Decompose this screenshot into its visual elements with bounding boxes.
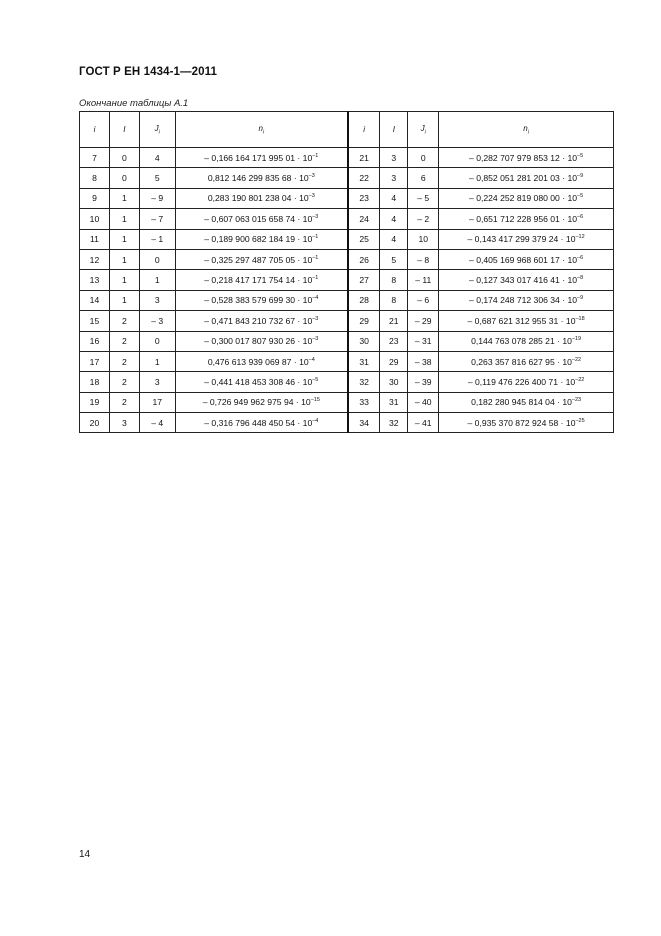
coefficient-exponent: –4 [308,356,315,363]
cell-j: – 3 [139,311,175,331]
cell-n-right [439,372,614,392]
cell-n-right [439,148,614,168]
cell-j-right: – 40 [408,392,439,412]
cell-i-right: 32 [348,372,380,392]
cell-n-right [439,413,614,433]
cell-big-i-right: 4 [380,209,408,229]
cell-i: 17 [80,351,110,371]
coefficient-exponent: –15 [310,397,320,404]
cell-i-right: 26 [348,249,380,269]
cell-big-i: 2 [109,351,139,371]
cell-j-right: – 38 [408,351,439,371]
cell-n-right [439,311,614,331]
cell-i-right: 23 [348,188,380,208]
coefficient-mantissa: – 0,316 796 448 450 54 · 10 [204,417,313,428]
coefficient-exponent: –1 [312,152,319,159]
coefficient-mantissa: 0,182 280 945 814 04 · 10 [471,397,572,408]
cell-i-right: 27 [348,270,380,290]
table-row [80,372,614,392]
coefficient-mantissa: – 0,405 169 968 601 17 · 10 [469,254,578,265]
cell-n-right [439,168,614,188]
coefficient-mantissa: – 0,726 949 962 975 94 · 10 [202,397,311,408]
cell-big-i-right: 31 [380,392,408,412]
cell-big-i: 1 [109,188,139,208]
coefficients-table [79,111,614,433]
table-row [80,331,614,351]
header-i-right: i [348,112,380,148]
table-row [80,168,614,188]
cell-j: 5 [139,168,175,188]
coefficient-exponent: –3 [308,193,315,200]
cell-n-right [439,229,614,249]
cell-j: 17 [139,392,175,412]
cell-j-right: – 39 [408,372,439,392]
coefficient-mantissa: – 0,441 418 453 308 46 · 10 [204,376,313,387]
cell-n [175,311,348,331]
coefficient-exponent: –18 [575,315,585,322]
header-big-i-right: I [380,112,408,148]
coefficient-exponent: –12 [575,234,585,241]
coefficient-exponent: –5 [577,193,584,200]
cell-i: 13 [80,270,110,290]
coefficient-mantissa: 0,263 357 816 627 95 · 10 [471,356,572,367]
cell-j: 3 [139,290,175,310]
cell-j: 0 [139,249,175,269]
coefficient-exponent: –22 [575,376,585,383]
header-i: i [80,112,110,148]
coefficient-exponent: –8 [577,275,584,282]
cell-i-right: 22 [348,168,380,188]
coefficient-mantissa: – 0,300 017 807 930 26 · 10 [204,336,313,347]
table-row [80,351,614,371]
coefficient-exponent: –22 [571,356,582,363]
table-row [80,148,614,168]
cell-i-right: 21 [348,148,380,168]
cell-i: 16 [80,331,110,351]
coefficient-exponent: –6 [577,254,584,261]
coefficient-mantissa: 0,812 146 299 835 68 · 10 [207,173,309,184]
coefficient-mantissa: – 0,224 252 819 080 00 · 10 [469,193,578,204]
cell-big-i-right: 23 [380,331,408,351]
cell-j: – 4 [139,413,175,433]
coefficient-exponent: –1 [312,234,319,241]
cell-n [175,209,348,229]
cell-j-right: – 11 [408,270,439,290]
cell-n [175,351,348,371]
coefficient-mantissa: – 0,471 843 210 732 67 · 10 [204,315,313,326]
cell-n [175,249,348,269]
cell-i: 10 [80,209,110,229]
table-row [80,229,614,249]
cell-big-i-right: 3 [380,148,408,168]
cell-j-right: 0 [408,148,439,168]
table-caption: Окончание таблицы А.1 [79,98,189,109]
table-row [80,290,614,310]
table-header-row [80,112,614,148]
cell-j-right: – 41 [408,413,439,433]
coefficient-exponent: –5 [577,152,584,159]
coefficient-mantissa: – 0,852 051 281 201 03 · 10 [469,173,578,184]
cell-j: – 7 [139,209,175,229]
cell-big-i-right: 4 [380,188,408,208]
cell-j: – 9 [139,188,175,208]
coefficient-exponent: –1 [312,254,319,261]
cell-i: 14 [80,290,110,310]
cell-big-i: 2 [109,311,139,331]
cell-j-right: 10 [408,229,439,249]
cell-j-right: – 5 [408,188,439,208]
cell-n-right [439,331,614,351]
cell-big-i: 3 [109,413,139,433]
cell-i-right: 33 [348,392,380,412]
header-j: $J_i$ [139,112,175,148]
cell-j-right: – 8 [408,249,439,269]
cell-big-i-right: 8 [380,290,408,310]
coefficient-mantissa: 0,144 763 078 285 21 · 10 [471,336,572,347]
cell-n-right [439,290,614,310]
cell-big-i-right: 29 [380,351,408,371]
cell-i-right: 31 [348,351,380,371]
coefficient-exponent: –9 [577,173,584,180]
coefficient-exponent: –1 [312,275,319,282]
document-header: ГОСТ Р ЕН 1434-1—2011 [79,66,217,78]
cell-j: 1 [139,270,175,290]
cell-i-right: 34 [348,413,380,433]
coefficient-mantissa: – 0,607 063 015 658 74 · 10 [204,213,313,224]
cell-i: 12 [80,249,110,269]
cell-j-right: – 6 [408,290,439,310]
cell-big-i-right: 30 [380,372,408,392]
coefficient-exponent: –3 [308,173,315,180]
coefficient-mantissa: – 0,119 476 226 400 71 · 10 [467,376,576,387]
cell-j-right: 6 [408,168,439,188]
coefficient-mantissa: – 0,687 621 312 955 31 · 10 [467,315,576,326]
coefficient-exponent: –4 [312,295,319,302]
cell-big-i: 1 [109,290,139,310]
coefficient-mantissa: – 0,935 370 872 924 58 · 10 [467,417,576,428]
cell-big-i-right: 8 [380,270,408,290]
cell-n [175,331,348,351]
cell-big-i: 1 [109,209,139,229]
cell-j: 0 [139,331,175,351]
cell-big-i-right: 4 [380,229,408,249]
cell-i: 11 [80,229,110,249]
coefficient-exponent: –3 [312,213,319,220]
cell-big-i: 1 [109,229,139,249]
cell-i-right: 30 [348,331,380,351]
cell-n [175,290,348,310]
coefficient-exponent: –3 [312,315,319,322]
cell-big-i: 1 [109,249,139,269]
coefficient-mantissa: – 0,651 712 228 956 01 · 10 [469,213,578,224]
cell-i: 15 [80,311,110,331]
page-number: 14 [79,849,91,860]
header-j-right: $J_i$ [408,112,439,148]
cell-n-right [439,270,614,290]
cell-j-right: – 31 [408,331,439,351]
cell-i: 20 [80,413,110,433]
cell-n-right [439,249,614,269]
cell-big-i: 1 [109,270,139,290]
header-n-right: $n_i$ [439,112,614,148]
coefficient-exponent: –19 [571,336,582,343]
cell-n-right [439,209,614,229]
cell-i: 18 [80,372,110,392]
cell-big-i: 0 [109,168,139,188]
cell-i-right: 25 [348,229,380,249]
coefficient-exponent: –9 [577,295,584,302]
coefficient-mantissa: – 0,174 248 712 306 34 · 10 [469,295,578,306]
table-row [80,392,614,412]
coefficient-exponent: –4 [312,417,319,424]
cell-big-i-right: 21 [380,311,408,331]
cell-j-right: – 29 [408,311,439,331]
cell-i: 19 [80,392,110,412]
cell-i-right: 28 [348,290,380,310]
coefficient-mantissa: – 0,189 900 682 184 19 · 10 [204,234,313,245]
cell-j-right: – 2 [408,209,439,229]
coefficient-exponent: –5 [312,376,319,383]
cell-n-right [439,392,614,412]
cell-i-right: 24 [348,209,380,229]
cell-n [175,148,348,168]
cell-i-right: 29 [348,311,380,331]
cell-i: 9 [80,188,110,208]
coefficient-mantissa: – 0,218 417 171 754 14 · 10 [204,275,313,286]
cell-big-i-right: 3 [380,168,408,188]
coefficient-mantissa: 0,476 613 939 069 87 · 10 [207,356,309,367]
cell-big-i: 2 [109,372,139,392]
coefficient-exponent: –23 [571,397,582,404]
cell-big-i: 2 [109,392,139,412]
cell-big-i-right: 32 [380,413,408,433]
cell-n [175,372,348,392]
table-row [80,270,614,290]
cell-n [175,392,348,412]
coefficient-mantissa: – 0,282 707 979 853 12 · 10 [469,152,578,163]
cell-i: 7 [80,148,110,168]
cell-j: 3 [139,372,175,392]
coefficient-mantissa: – 0,127 343 017 416 41 · 10 [469,275,578,286]
cell-i: 8 [80,168,110,188]
table-row [80,188,614,208]
cell-j: 4 [139,148,175,168]
coefficient-mantissa: – 0,166 164 171 995 01 · 10 [204,152,313,163]
cell-n-right [439,351,614,371]
cell-j: 1 [139,351,175,371]
coefficient-exponent: –3 [312,336,319,343]
cell-n [175,188,348,208]
cell-n-right [439,188,614,208]
cell-big-i-right: 5 [380,249,408,269]
coefficient-mantissa: 0,283 190 801 238 04 · 10 [207,193,309,204]
cell-n [175,270,348,290]
table-row [80,209,614,229]
coefficient-mantissa: – 0,528 383 579 699 30 · 10 [204,295,313,306]
cell-n [175,413,348,433]
header-n: $n_i$ [175,112,348,148]
header-big-i: I [109,112,139,148]
coefficient-mantissa: – 0,143 417 299 379 24 · 10 [467,234,576,245]
table-row [80,249,614,269]
cell-n [175,168,348,188]
cell-n [175,229,348,249]
cell-big-i: 2 [109,331,139,351]
coefficient-exponent: –6 [577,213,584,220]
coefficient-mantissa: – 0,325 297 487 705 05 · 10 [204,254,313,265]
table-row [80,413,614,433]
coefficient-exponent: –25 [575,417,585,424]
table-row [80,311,614,331]
cell-j: – 1 [139,229,175,249]
cell-big-i: 0 [109,148,139,168]
